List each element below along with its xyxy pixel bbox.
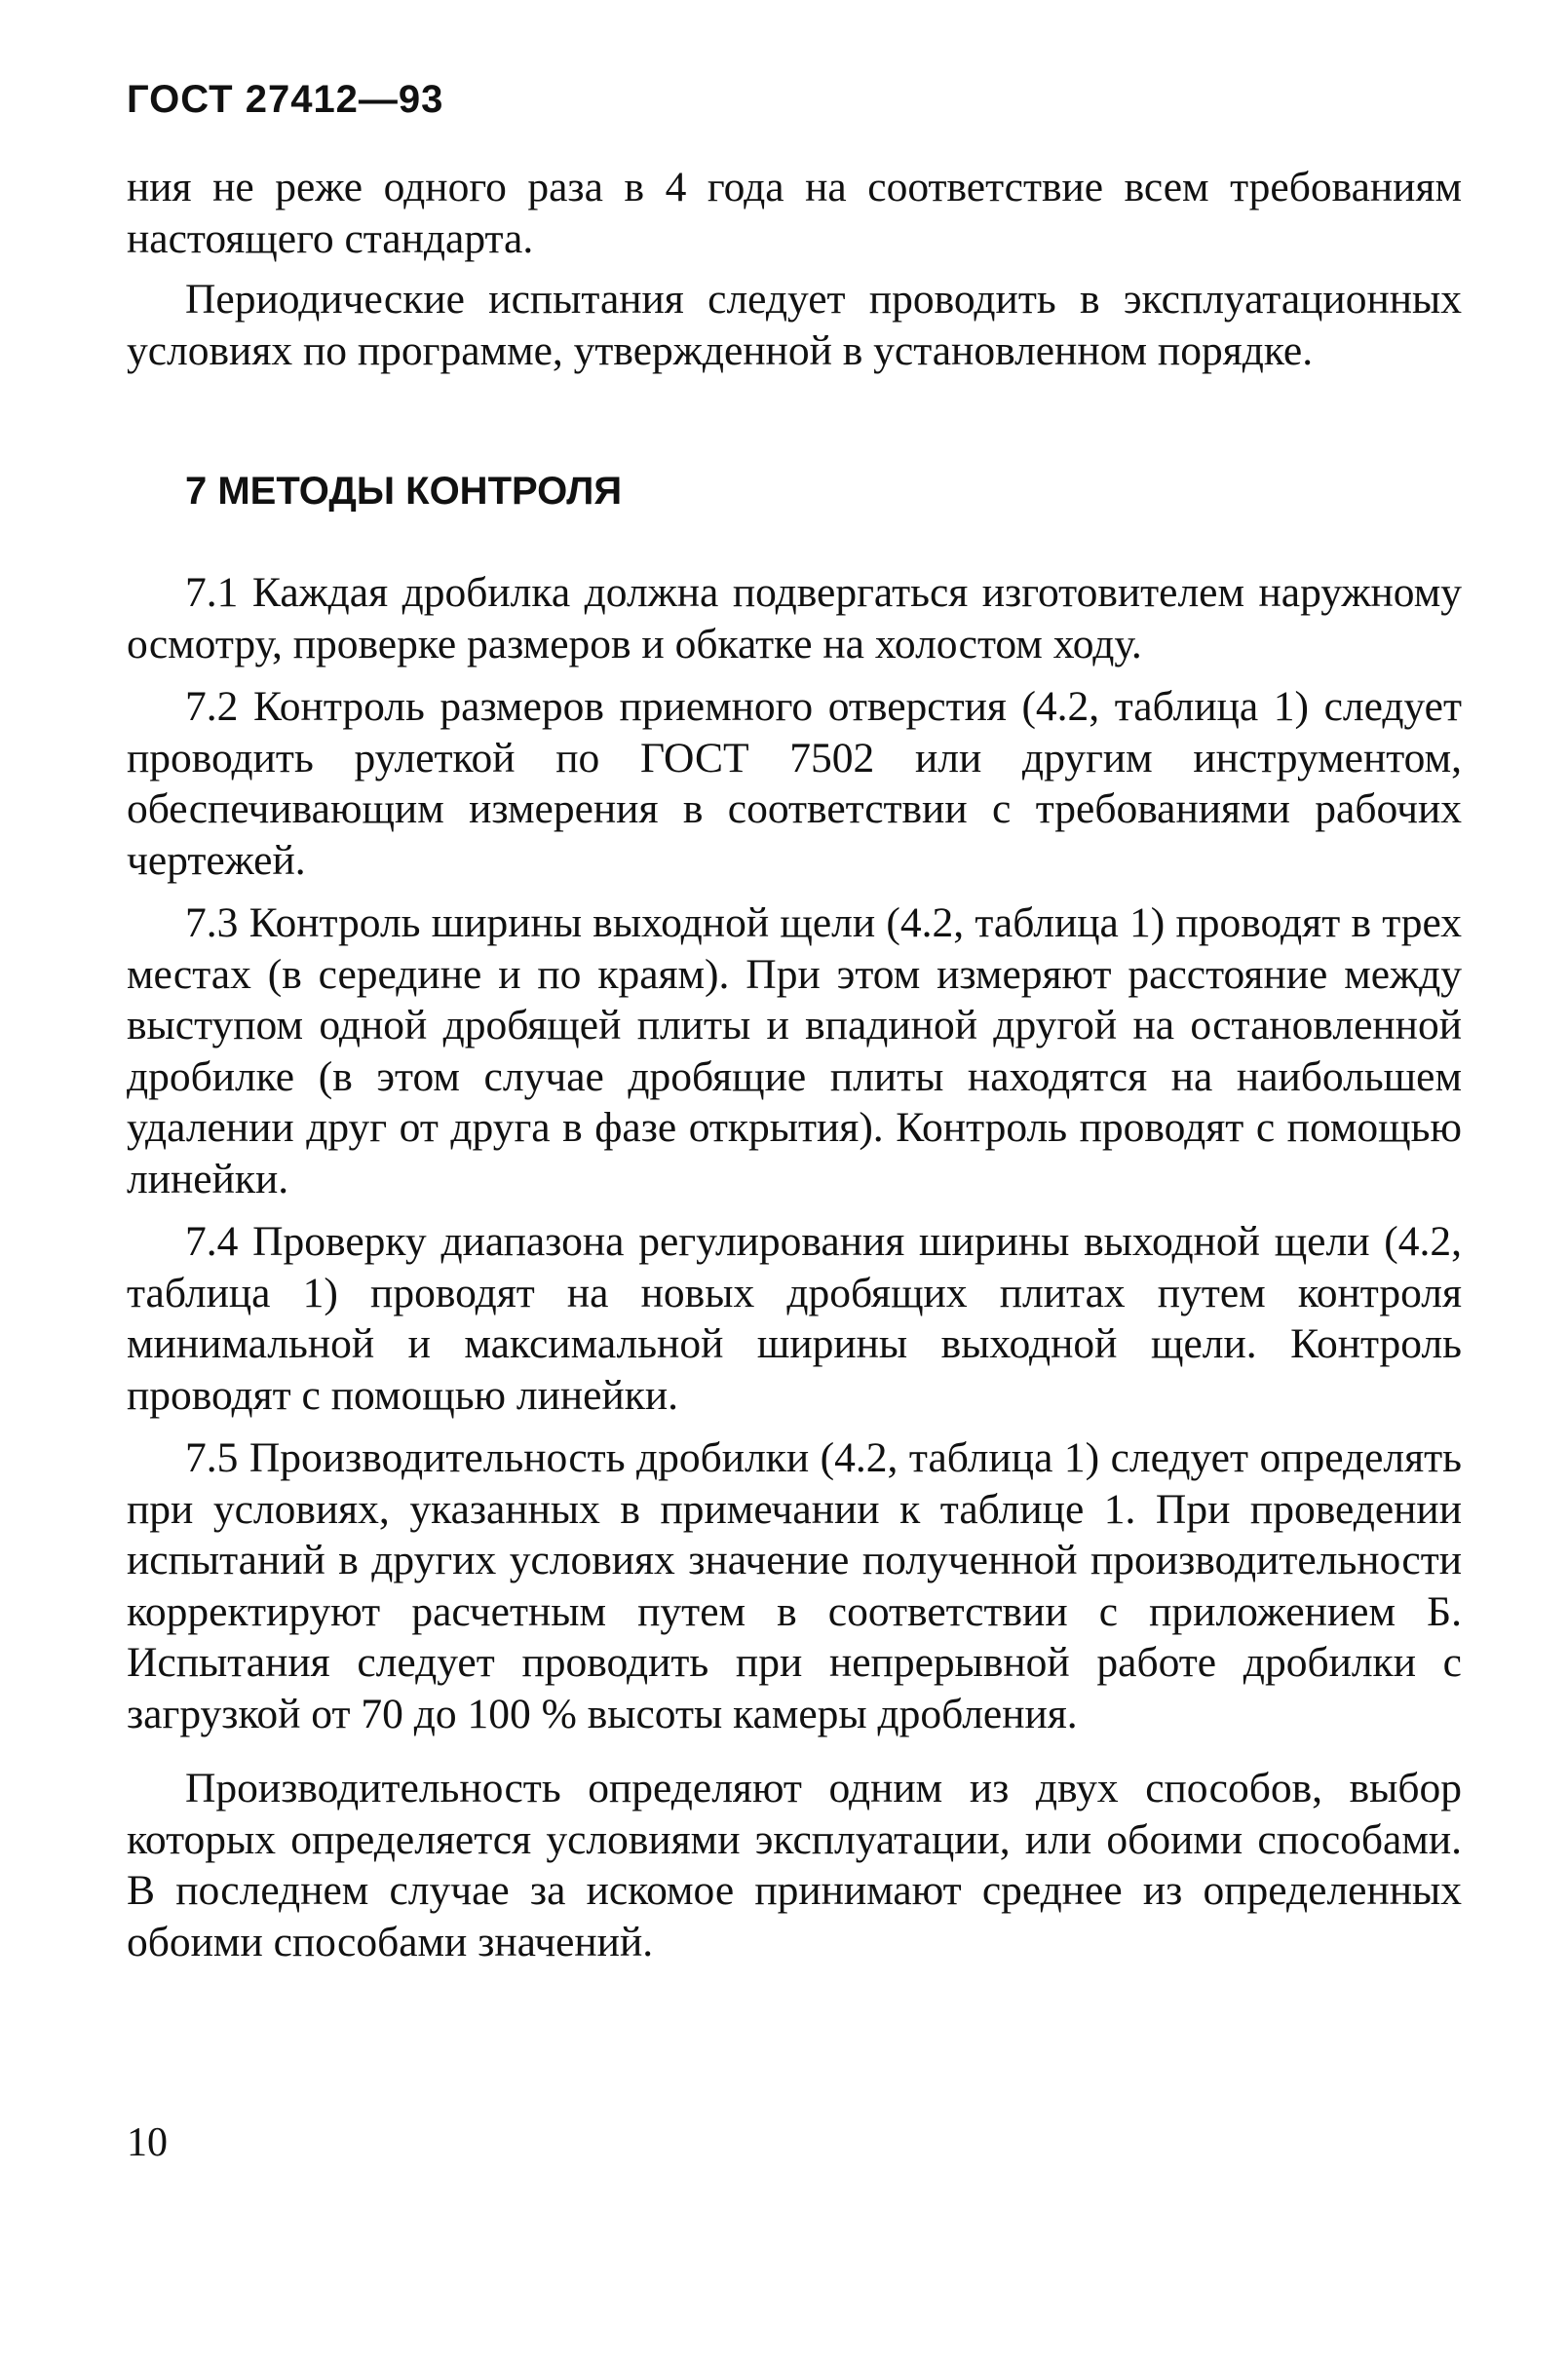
page-number: 10 (127, 2120, 168, 2165)
intro-paragraph-2: Периодические испытания следует проводить в эксплуатационных условиях по программе, утвержденной в установленном порядке. (127, 276, 1462, 374)
intro-paragraph-1: ния не реже одного раза в 4 года на соответствие всем требованиям настоящего стандарта. (127, 164, 1462, 262)
clause-7-4: 7.4 Проверку диапазона регулирования ширины выходной щели (4.2, таблица 1) проводят на новых дробящих плитах путем контроля минимальной и максимальной ширины выходной щели. Контроль проводят с помощью линейки. (127, 1218, 1462, 1419)
document-header-code: ГОСТ 27412—93 (127, 78, 444, 121)
intro-continuation (127, 162, 1462, 264)
section-title: 7 МЕТОДЫ КОНТРОЛЯ (185, 470, 623, 513)
clause-7-1: 7.1 Каждая дробилка должна подвергаться изготовителем наружному осмотру, проверке размеров и обкатке на холостом ходу. (127, 569, 1462, 667)
productivity-methods-paragraph: Производительность определяют одним из двух способов, выбор которых определяется условиями эксплуатации, или обоими способами. В последнем случае за искомое принимают среднее из определенных обоими способами значений. (127, 1765, 1462, 1965)
clause-7-3: 7.3 Контроль ширины выходной щели (4.2, таблица 1) проводят в трех местах (в середине и по краям). При этом измеряют расстояние между выступом одной дробящей плиты и впадиной другой на остановленной дробилке (в этом случае дробящие плиты находятся на наибольшем удалении друг от друга в фазе открытия). Контроль проводят с помощью линейки. (127, 899, 1462, 1202)
section-body (127, 567, 1462, 1967)
clause-7-2: 7.2 Контроль размеров приемного отверстия (4.2, таблица 1) следует проводить рулеткой по ГОСТ 7502 или другим инструментом, обеспечивающим измерения в соответствии с требованиями рабочих чертежей. (127, 683, 1462, 884)
intro-periodic-tests (127, 274, 1462, 376)
clause-7-5: 7.5 Производительность дробилки (4.2, таблица 1) следует определять при условиях, указанных в примечании к таблице 1. При проведении испытаний в других условиях значение полученной производительности корректируют расчетным путем в соответствии с приложением Б. Испытания следует проводить при непрерывной работе дробилки с загрузкой от 70 до 100 % высоты камеры дробления. (127, 1434, 1462, 1737)
